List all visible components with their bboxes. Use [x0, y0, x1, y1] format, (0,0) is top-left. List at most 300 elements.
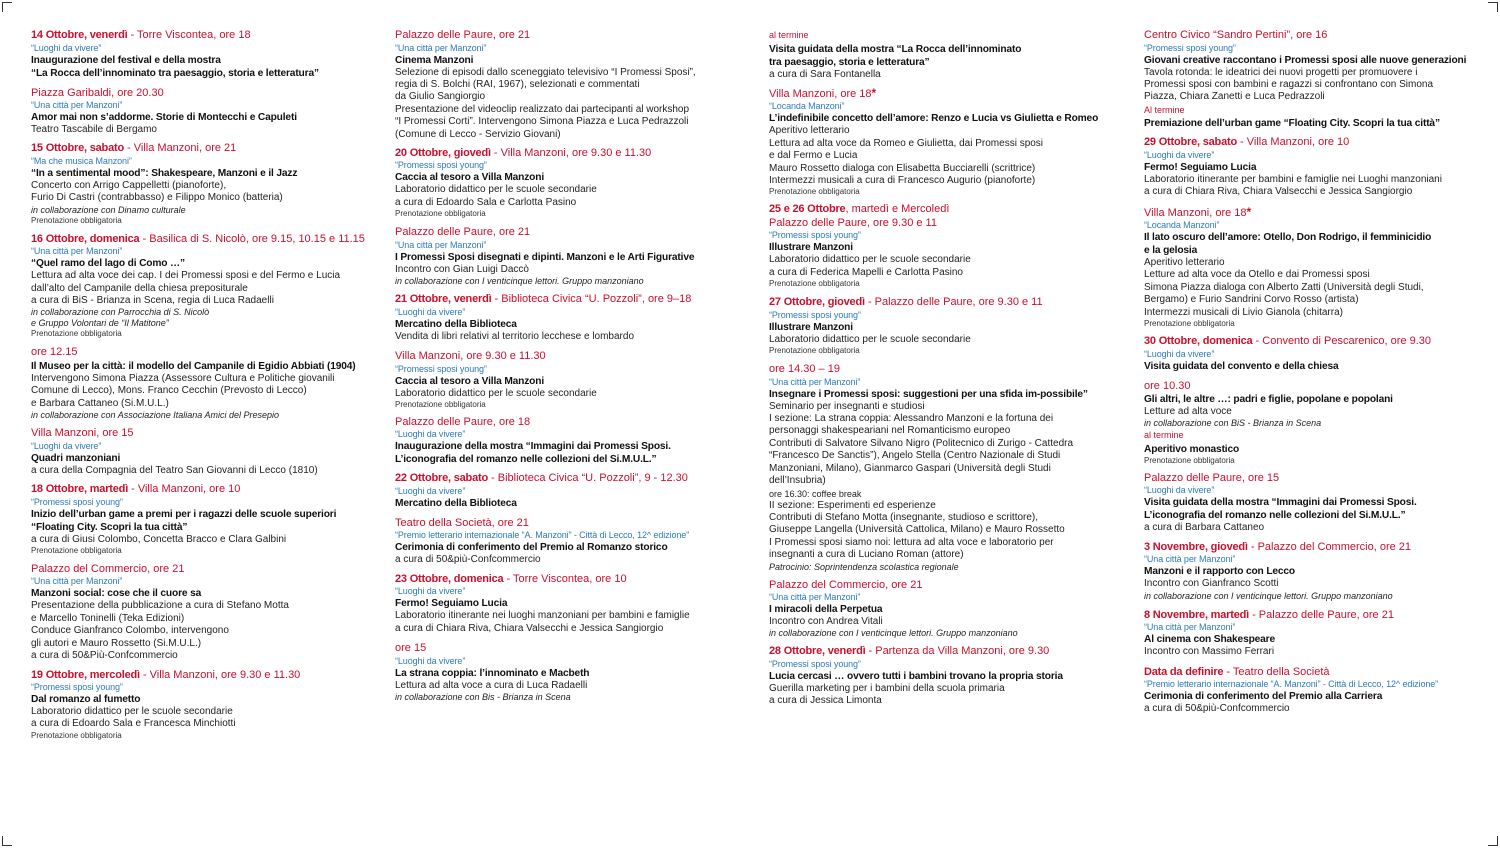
event-title: Lucia cercasi … ovvero tutti i bambini trovano la propria storia [769, 670, 1063, 682]
event-collaboration-note: in collaborazione con BiS - Brianza in Scena [1144, 418, 1322, 429]
event-description: Vendita di libri relativi al territorio lecchese e lombardo [395, 330, 635, 342]
event-series-tag: “Luoghi da vivere” [395, 429, 466, 440]
event-description: Furio Di Castri (contrabbasso) e Filippo Monico (batteria) [31, 192, 283, 204]
event-date-place [395, 350, 747, 364]
event-place: - Convento di Pescarenico, ore 9.30 [1252, 335, 1432, 348]
event-place: - Biblioteca Civica “U. Pozzoli”, ore 9–18 [491, 293, 692, 306]
event-followup-time: Al termine [1144, 104, 1185, 115]
event-description: a cura di Edoardo Sala e Francesca Minchiotti [31, 718, 236, 730]
event-description: e Barbara Cattaneo (Si.M.U.L.) [31, 397, 169, 409]
event-date-place [395, 29, 747, 43]
event-title: Quadri manzoniani [31, 452, 121, 464]
event-series-tag: “Luoghi da vivere” [1144, 485, 1215, 496]
event-series-tag: “Promessi sposi young” [395, 160, 487, 171]
event-place: - Palazzo delle Paure, ore 9.30 e 11 [864, 296, 1043, 309]
event-entry [395, 472, 747, 510]
event-date-place [769, 645, 1121, 659]
event-place: - Torre Viscontea, ore 10 [503, 572, 627, 585]
event-description: e dal Fermo e Lucia [769, 150, 858, 162]
event-date-place [31, 427, 383, 441]
event-date-place [1144, 609, 1484, 623]
event-description: Lettura ad alta voce dei cap. I dei Promessi sposi e del Fermo e Lucia [31, 270, 341, 282]
event-entry [1144, 609, 1484, 659]
event-place: - Palazzo delle Paure, ore 21 [1249, 608, 1394, 621]
event-description: Comune di Lecco), Mons. Franco Cecchin (Prevosto di Lecco) [31, 385, 307, 397]
reservation-required-note: Prenotazione obbligatoria [31, 329, 122, 339]
event-description: a cura di 50&più-Confcommercio [1144, 703, 1290, 715]
event-entry [769, 579, 1121, 640]
event-collaboration-note: in collaborazione con Associazione Italiana Amici del Presepio [31, 410, 279, 421]
event-entry [31, 87, 383, 137]
event-description: Conduce Gianfranco Colombo, intervengono [31, 625, 229, 637]
event-description: “Francesco De Sanctis”), Angelo Stella (Centro Nazionale di Studi [769, 450, 1061, 462]
event-description: Incontro con Massimo Ferrari [1144, 646, 1275, 658]
event-title: I miracoli della Perpetua [769, 604, 883, 616]
event-description: gli autori e Mauro Rossetto (Si.M.U.L.) [31, 637, 202, 649]
event-title: Inaugurazione della mostra “Immagini dai Promessi Sposi. [395, 441, 671, 453]
event-place: - Torre Viscontea, ore 18 [127, 29, 251, 41]
event-date-place [395, 147, 747, 161]
event-description: Presentazione del videoclip realizzato dai partecipanti al workshop [395, 103, 690, 115]
event-collaboration-note: in collaborazione con I venticinque lettori. Gruppo manzoniano [395, 276, 644, 287]
event-place: - Palazzo del Commercio, ore 21 [1247, 540, 1412, 553]
event-title: L’iconografia del romanzo nelle collezioni del Si.M.U.L.” [1144, 510, 1406, 522]
program-column-1 [31, 29, 383, 748]
event-date-place [31, 233, 383, 247]
event-entry [31, 29, 383, 80]
event-date: 19 Ottobre, mercoledì [31, 668, 140, 681]
event-collaboration-note: in collaborazione con I venticinque lettori. Gruppo manzoniano [769, 628, 1018, 639]
event-series-tag: “Luoghi da vivere” [395, 586, 466, 597]
event-date-place [1144, 472, 1484, 486]
event-entry [395, 350, 747, 410]
event-date-place [769, 579, 1121, 593]
event-date: Data da definire [1144, 665, 1224, 678]
event-entry [769, 645, 1121, 707]
event-series-tag: “Una città per Manzoni” [31, 100, 123, 110]
event-series-tag: “Luoghi da vivere” [1144, 348, 1215, 359]
event-title: Mercatino della Biblioteca [395, 318, 517, 330]
event-entry [395, 517, 747, 567]
event-title: La strana coppia: l’innominato e Macbeth [395, 667, 590, 679]
event-break-note: ore 16.30: coffee break [769, 488, 862, 499]
event-date: 15 Ottobre, sabato [31, 142, 124, 155]
event-series-tag: “Una città per Manzoni” [31, 576, 123, 587]
event-place: - Villa Manzoni, ore 21 [123, 142, 237, 155]
event-place: - Villa Manzoni, ore 9.30 e 11.30 [490, 146, 652, 159]
event-entry [1144, 541, 1484, 602]
event-series-tag: “Una città per Manzoni” [1144, 554, 1236, 565]
event-date-place [769, 296, 1121, 310]
event-entry [1144, 29, 1484, 130]
event-description: a cura di BiS - Brianza in Scena, regia di Luca Radaelli [31, 295, 274, 307]
event-place: ore 14.30 – 19 [769, 363, 840, 376]
event-title: I Promessi Sposi disegnati e dipinti. Manzoni e le Arti Figurative [395, 251, 695, 263]
event-date: 21 Ottobre, venerdì [395, 293, 492, 306]
event-description: Incontro con Gian Luigi Daccò [395, 263, 529, 275]
event-place: Centro Civico “Sandro Pertini”, ore 16 [1144, 29, 1328, 41]
event-date: 8 Novembre, martedì [1144, 608, 1250, 621]
event-date: 18 Ottobre, martedì [31, 483, 129, 496]
event-date: 20 Ottobre, giovedì [395, 146, 491, 159]
event-date-place [31, 29, 383, 43]
event-date: 30 Ottobre, domenica [1144, 335, 1253, 348]
event-description: Intermezzi musicali a cura di Francesco Augurio (pianoforte) [769, 175, 1036, 187]
event-series-tag: “Una città per Manzoni” [769, 592, 861, 603]
event-description: a cura di Chiara Riva, Chiara Valsecchi e Jessica Sangiorgio [1144, 186, 1413, 198]
reservation-required-note: Prenotazione obbligatoria [1144, 455, 1235, 465]
event-title: “Floating City. Scopri la tua città” [31, 521, 188, 533]
event-description: insegnanti a cura di Luciano Roman (attore) [769, 549, 964, 561]
event-entry [769, 363, 1121, 572]
event-collaboration-note: in collaborazione con Dinamo culturale [31, 204, 186, 215]
event-series-tag: “Una città per Manzoni” [395, 42, 487, 53]
event-entry [395, 416, 747, 467]
event-description: Tavola rotonda: le ideatrici dei nuovi progetti per promuovere i [1144, 66, 1418, 78]
event-description: Presentazione della pubblicazione a cura di Stefano Motta [31, 600, 289, 612]
event-title: Manzoni social: cose che il cuore sa [31, 588, 202, 600]
event-entry [769, 203, 1121, 289]
program-column-4 [1144, 29, 1484, 723]
event-date-place [395, 226, 747, 240]
event-place: Villa Manzoni, ore 9.30 e 11.30 [395, 350, 546, 363]
event-date-place [31, 87, 383, 101]
event-title: Cerimonia di conferimento del Premio alla Carriera [1144, 691, 1383, 703]
event-series-tag: “Promessi sposi young” [31, 496, 123, 507]
event-description: Incontro con Gianfranco Scotti [1144, 578, 1279, 590]
event-title: Il lato oscuro dell’amore: Otello, Don Rodrigo, il femminicidio [1144, 232, 1432, 244]
event-title: e la gelosia [1144, 245, 1198, 257]
event-description: Incontro con Andrea Vitali [769, 616, 883, 628]
reservation-required-note: Prenotazione obbligatoria [31, 215, 122, 225]
event-collaboration-note: e Gruppo Volontari de “Il Matitone” [31, 318, 169, 329]
event-description: dall’alto del Campanile della chiesa prepositurale [31, 282, 248, 294]
event-place: Piazza Garibaldi, ore 20.30 [31, 86, 164, 99]
crop-mark-bottom-left [2, 836, 12, 846]
event-date-place [769, 363, 1121, 377]
event-description: (Comune di Lecco - Servizio Giovani) [395, 128, 561, 140]
event-place: - Basilica di S. Nicolò, ore 9.15, 10.15 e 11.15 [139, 232, 365, 245]
reservation-required-note: Prenotazione obbligatoria [31, 730, 122, 740]
event-title: Dal romanzo al fumetto [31, 694, 141, 705]
event-title: Visita guidata del convento e della chiesa [1144, 360, 1339, 372]
event-date-place [1144, 136, 1484, 150]
event-title: Cerimonia di conferimento del Premio al Romanzo storico [395, 542, 668, 554]
event-description: Laboratorio didattico per le scuole secondarie [769, 333, 971, 345]
event-entry [769, 29, 1121, 81]
event-date-place [1144, 29, 1484, 43]
event-place: , martedì e Mercoledì [845, 203, 950, 216]
event-entry [769, 296, 1121, 356]
event-description: Lettura ad alta voce da Romeo e Giulietta, dai Promessi sposi [769, 137, 1044, 149]
event-description: a cura di Jessica Limonta [769, 695, 882, 707]
event-title: Fermo! Seguiamo Lucia [395, 598, 508, 610]
event-place: - Teatro della Società [1223, 665, 1330, 678]
event-description: Mauro Rossetto dialoga con Elisabetta Bucciarelli (scrittrice) [769, 162, 1036, 174]
event-title: tra paesaggio, storia e letteratura” [769, 56, 930, 68]
event-description: Aperitivo letterario [1144, 257, 1225, 269]
event-title: Inizio dell’urban game a premi per i ragazzi delle scuole superiori [31, 508, 337, 520]
event-title: Fermo! Seguiamo Lucia [1144, 161, 1257, 173]
event-title: Il Museo per la città: il modello del Campanile di Egidio Abbiati (1904) [31, 360, 356, 372]
event-description: Teatro Tascabile di Bergamo [31, 124, 157, 135]
event-place: - Villa Manzoni, ore 10 [128, 483, 241, 496]
event-description: regia di S. Bolchi (RAI, 1967), selezionati e commentati [395, 78, 640, 90]
event-series-tag: “Luoghi da vivere” [395, 485, 466, 496]
event-series-tag: “Locanda Manzoni” [1144, 220, 1220, 231]
event-entry [395, 642, 747, 703]
reservation-required-note: Prenotazione obbligatoria [769, 279, 860, 289]
event-date: 29 Ottobre, sabato [1144, 136, 1237, 149]
event-series-tag: “Una città per Manzoni” [1144, 622, 1236, 633]
event-description: Simona Piazza dialoga con Alberto Zatti (Università degli Studi, [1144, 281, 1424, 293]
event-series-tag: “Una città per Manzoni” [395, 239, 487, 250]
event-entry [395, 226, 747, 287]
crop-mark-top-right [1488, 2, 1498, 12]
event-date-place [1144, 206, 1484, 221]
event-place: Palazzo delle Paure, ore 18 [395, 415, 531, 428]
event-date-place [31, 142, 383, 156]
event-entry [395, 29, 747, 141]
event-place: Teatro della Società, ore 21 [395, 516, 529, 529]
event-description: Intervengono Simona Piazza (Assessore Cultura e Politiche giovanili [31, 372, 335, 384]
event-title: Illustrare Manzoni [769, 242, 853, 254]
event-description: a cura di Sara Fontanella [769, 68, 881, 80]
reservation-required-note: Prenotazione obbligatoria [395, 209, 486, 219]
event-entry [1144, 206, 1484, 330]
event-description: da Giulio Sangiorgio [395, 91, 486, 103]
event-description: Selezione di episodi dallo sceneggiato televisivo “I Promessi Sposi”, [395, 66, 696, 78]
event-place: Villa Manzoni, ore 18 [1144, 206, 1247, 219]
event-series-tag: “Luoghi da vivere” [31, 440, 102, 451]
event-title: Manzoni e il rapporto con Lecco [1144, 566, 1296, 578]
event-place-line: Palazzo delle Paure, ore 9.30 e 11 [769, 216, 937, 229]
event-date: 3 Novembre, giovedì [1144, 540, 1248, 553]
event-title: Mercatino della Biblioteca [395, 497, 517, 509]
event-description: Guerilla marketing per i bambini della scuola primaria [769, 682, 1005, 694]
event-series-tag: “Premio letterario internazionale “A. Manzoni” - Città di Lecco, 12^ edizione” [1144, 679, 1439, 690]
event-series-tag: “Ma che musica Manzoni” [31, 155, 132, 166]
event-entry [31, 142, 383, 225]
event-entry [395, 293, 747, 343]
event-date-place [31, 346, 383, 360]
event-title: Amor mai non s’addorme. Storie di Montecchi e Capuleti [31, 112, 297, 123]
event-series-tag: “Premio letterario internazionale “A. Manzoni” - Città di Lecco, 12^ edizione” [395, 530, 690, 541]
event-place: Villa Manzoni, ore 15 [31, 427, 134, 440]
event-entry [1144, 335, 1484, 373]
event-place: - Villa Manzoni, ore 10 [1236, 136, 1350, 149]
event-description: dell’Insubria) [769, 475, 826, 487]
event-entry [31, 563, 383, 663]
event-title: Illustrare Manzoni [769, 321, 853, 333]
event-title: Caccia al tesoro a Villa Manzoni [395, 375, 545, 387]
event-date-place [31, 669, 383, 683]
event-place: ore 12.15 [31, 346, 78, 359]
event-series-tag: “Promessi sposi young” [31, 682, 123, 692]
event-description: a cura della Compagnia del Teatro San Giovanni di Lecco (1810) [31, 464, 318, 476]
event-date: 22 Ottobre, sabato [395, 472, 488, 485]
event-date-place [1144, 666, 1484, 680]
event-description: a cura di Edoardo Sala e Carlotta Pasino [395, 196, 577, 208]
event-description: Giuseppe Langella (Università Cattolica, Milano) e Mauro Rossetto [769, 524, 1065, 536]
event-series-tag: “Promessi sposi young” [395, 363, 487, 374]
event-date-place [31, 483, 383, 497]
event-title: Caccia al tesoro a Villa Manzoni [395, 172, 545, 184]
event-title: L’indefinibile concetto dell’amore: Renzo e Lucia vs Giulietta e Romeo [769, 113, 1099, 125]
event-title: Aperitivo monastico [1144, 443, 1240, 455]
event-description: Letture ad alta voce da Otello e dai Promessi sposi [1144, 269, 1370, 281]
event-title: “Quel ramo del lago di Como …” [31, 258, 185, 270]
event-date: 28 Ottobre, venerdì [769, 645, 866, 658]
event-title: Visita guidata della mostra “La Rocca dell’innominato [769, 43, 1022, 55]
crop-mark-bottom-right [1488, 836, 1498, 846]
event-date-place [1144, 380, 1484, 394]
event-title: Insegnare i Promessi sposi: suggestioni per una sfida im-possibile” [769, 388, 1088, 400]
event-title: “In a sentimental mood”: Shakespeare, Manzoni e il Jazz [31, 167, 298, 179]
event-entry [1144, 666, 1484, 716]
event-entry [1144, 472, 1484, 535]
event-title: Giovani creative raccontano i Promessi sposi alle nuove generazioni [1144, 54, 1467, 66]
event-description: Seminario per insegnanti e studiosi [769, 400, 925, 412]
event-title: “La Rocca dell’innominato tra paesaggio, storia e letteratura” [31, 67, 319, 79]
reservation-required-note: Prenotazione obbligatoria [1144, 319, 1235, 329]
event-entry [31, 346, 383, 421]
event-description: Intermezzi musicali di Livio Gianola (chitarra) [1144, 306, 1343, 318]
event-entry [395, 573, 747, 635]
event-place: Villa Manzoni, ore 18 [769, 87, 872, 100]
event-series-tag: “Promessi sposi young” [769, 309, 861, 320]
event-series-tag: “Locanda Manzoni” [769, 101, 845, 112]
crop-mark-top-left [2, 2, 12, 12]
event-entry [31, 483, 383, 556]
event-series-tag: “Luoghi da vivere” [1144, 149, 1215, 160]
event-description: Laboratorio didattico per le scuole secondarie [395, 387, 597, 399]
event-date-place [395, 293, 747, 307]
event-description: Piazza, Chiara Zanetti e Luca Pedrazzoli [1144, 91, 1325, 103]
event-date-place [769, 87, 1121, 102]
event-description: Laboratorio itinerante nei luoghi manzoniani per bambini e famiglie [395, 610, 690, 622]
event-series-tag: “Promessi sposi young” [769, 658, 861, 669]
event-place: Palazzo del Commercio, ore 21 [769, 578, 923, 591]
event-date: 25 e 26 Ottobre [769, 203, 846, 216]
event-date-place [31, 563, 383, 577]
event-collaboration-note: in collaborazione con Parrocchia di S. Nicolò [31, 307, 210, 318]
event-date: 14 Ottobre, venerdì [31, 29, 128, 41]
event-series-tag: “Promessi sposi young” [1144, 42, 1236, 53]
event-description: “I Promessi Corti”. Intervengono Simona Piazza e Luca Pedrazzoli [395, 116, 689, 128]
event-description: a cura di Giusi Colombo, Concetta Bracco e Clara Galbini [31, 533, 287, 545]
event-description: I Promessi sposi siamo noi: lettura ad alta voce e laboratorio per [769, 536, 1054, 548]
event-description: personaggi shakespeariani nel Romanticismo europeo [769, 425, 1011, 437]
event-followup-time: al termine [1144, 430, 1184, 441]
event-entry [31, 669, 383, 741]
asterisk-icon: * [1246, 204, 1252, 219]
event-date-place [1144, 335, 1484, 349]
event-description: Concerto con Arrigo Cappelletti (pianoforte), [31, 179, 227, 191]
reservation-required-note: Prenotazione obbligatoria [769, 187, 860, 197]
event-place: - Biblioteca Civica “U. Pozzoli”, 9 - 12.30 [487, 472, 688, 485]
reservation-required-note: Prenotazione obbligatoria [395, 399, 486, 409]
event-description: Laboratorio didattico per le scuole secondarie [31, 706, 233, 717]
event-description: a cura di Chiara Riva, Chiara Valsecchi e Jessica Sangiorgio [395, 622, 664, 634]
event-description: e Marcello Toninelli (Teka Edizioni) [31, 612, 185, 624]
event-place: - Partenza da Villa Manzoni, ore 9.30 [865, 645, 1050, 658]
event-description: Contributi di Stefano Motta (insegnante, studioso e scrittore), [769, 511, 1039, 523]
event-entry [395, 147, 747, 219]
event-place: Palazzo delle Paure, ore 21 [395, 226, 531, 239]
event-description: Letture ad alta voce [1144, 406, 1232, 418]
event-entry [31, 233, 383, 340]
event-series-tag: “Luoghi da vivere” [31, 42, 102, 53]
event-place: ore 15 [395, 642, 427, 655]
event-date-place [395, 642, 747, 656]
program-column-3 [769, 29, 1121, 715]
event-entry [769, 87, 1121, 198]
event-collaboration-note: Patrocinio: Soprintendenza scolastica regionale [769, 561, 959, 572]
event-description: Laboratorio itinerante per bambini e famiglie nei Luoghi manzoniani [1144, 173, 1442, 185]
event-series-tag: “Una città per Manzoni” [31, 246, 123, 257]
event-entry [31, 427, 383, 477]
event-description: Aperitivo letterario [769, 125, 850, 137]
event-place: Palazzo delle Paure, ore 21 [395, 29, 531, 41]
event-title: Cinema Manzoni [395, 54, 474, 66]
event-date-place [1144, 541, 1484, 555]
event-description: Contributi di Salvatore Silvano Nigro (Politecnico di Zurigo - Cattedra [769, 437, 1074, 449]
event-entry [1144, 380, 1484, 466]
event-title: Visita guidata della mostra “Immagini dai Promessi Sposi. [1144, 497, 1417, 509]
event-place: Palazzo delle Paure, ore 15 [1144, 471, 1280, 484]
program-column-2 [395, 29, 747, 709]
event-description: Manzoniani, Milano), Gianmarco Gaspari (Università degli Studi [769, 462, 1051, 474]
event-title: Gli altri, le altre …: padri e figlie, popolane e popolani [1144, 394, 1393, 406]
event-place: Palazzo del Commercio, ore 21 [31, 562, 185, 575]
event-date-place [395, 472, 747, 486]
event-description: Promessi sposi con bambini e ragazzi si confrontano con Simona [1144, 78, 1434, 90]
event-series-tag: “Una città per Manzoni” [769, 376, 861, 387]
reservation-required-note: Prenotazione obbligatoria [769, 346, 860, 356]
event-description: Laboratorio didattico per le scuole secondarie [769, 254, 971, 266]
event-series-tag: “Luoghi da vivere” [395, 655, 466, 666]
event-entry [1144, 136, 1484, 198]
event-description: Laboratorio didattico per le scuole secondarie [395, 184, 597, 196]
event-description: Lettura ad alta voce a cura di Luca Radaelli [395, 679, 588, 691]
event-series-tag: “Luoghi da vivere” [395, 306, 466, 317]
event-title: Al cinema con Shakespeare [1144, 634, 1276, 646]
event-series-tag: “Promessi sposi young” [769, 230, 861, 241]
event-title: Premiazione dell’urban game “Floating City. Scopri la tua città” [1144, 118, 1440, 130]
event-title: L’iconografia del romanzo nelle collezioni del Si.M.U.L.” [395, 454, 657, 466]
event-date-place [395, 416, 747, 430]
event-date: 23 Ottobre, domenica [395, 572, 504, 585]
event-description: Bergamo) e Furio Sandrini Corvo Rosso (artista) [1144, 294, 1359, 306]
event-title: Inaugurazione del festival e della mostra [31, 54, 221, 66]
asterisk-icon: * [871, 85, 877, 100]
reservation-required-note: Prenotazione obbligatoria [31, 545, 122, 555]
event-place: ore 10.30 [1144, 379, 1191, 392]
event-description: a cura di 50&più-Confcommercio [395, 554, 541, 566]
event-description: I sezione: La strana coppia: Alessandro Manzoni e la fortuna dei [769, 413, 1054, 425]
event-collaboration-note: in collaborazione con Bis - Brianza in Scena [395, 692, 571, 703]
event-date: 16 Ottobre, domenica [31, 232, 140, 245]
event-place: - Villa Manzoni, ore 9.30 e 11.30 [139, 668, 301, 681]
event-place: al termine [769, 30, 809, 40]
event-date-place [769, 29, 1121, 43]
event-collaboration-note: in collaborazione con I venticinque lettori. Gruppo manzoniano [1144, 590, 1393, 601]
event-description: a cura di Barbara Cattaneo [1144, 522, 1265, 534]
event-date-place [395, 573, 747, 587]
event-date-place [395, 517, 747, 531]
event-description: a cura di Federica Mapelli e Carlotta Pasino [769, 266, 963, 278]
